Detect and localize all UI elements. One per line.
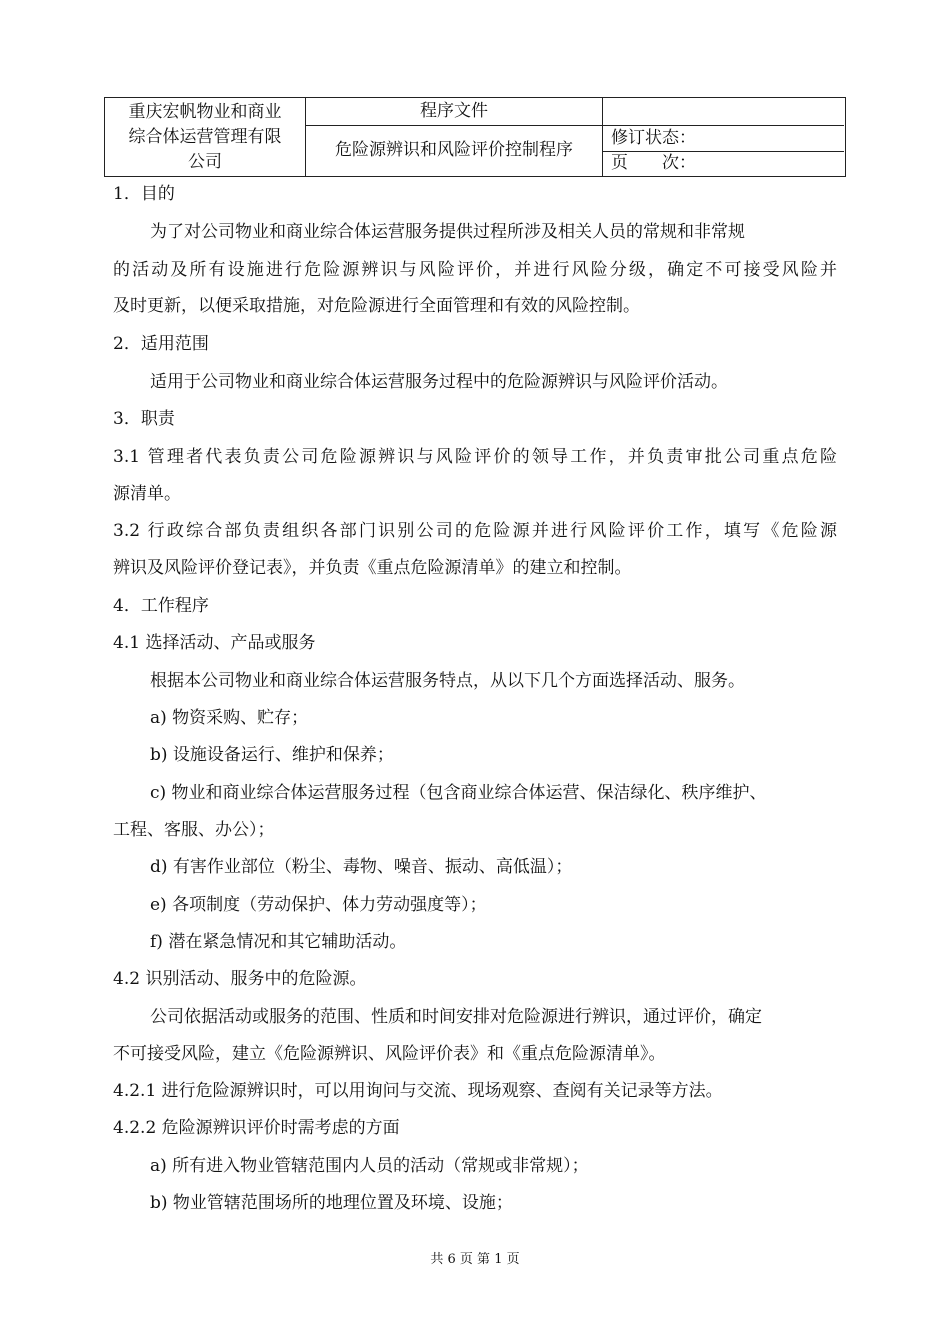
subsection-title: 4.1 选择活动、产品或服务 [113,633,316,653]
document-cell [306,98,603,176]
paragraph-line: 辨识及风险评价登记表》，并负责《重点危险源清单》的建立和控制。 [113,558,632,578]
list-item: e) 各项制度（劳动保护、体力劳动强度等）； [150,895,487,915]
revision-status-label: 修订状态： [603,125,844,152]
company-line-1: 重庆宏帆物业和商业 [128,102,282,122]
paragraph-line: 公司依据活动或服务的范围、性质和时间安排对危险源进行辨识，通过评价，确定 [150,1007,762,1027]
company-name [105,100,305,175]
section-1-title: 1．目的 [113,184,175,204]
paragraph-line: 的活动及所有设施进行危险源辨识与风险评价，并进行风险分级，确定不可接受风险并 [113,260,837,280]
list-item: d) 有害作业部位（粉尘、毒物、噪音、振动、高低温）； [150,857,573,877]
section-4-title: 4．工作程序 [113,596,209,616]
blank-cell [603,98,844,126]
paragraph-line: 为了对公司物业和商业综合体运营服务提供过程所涉及相关人员的常规和非常规 [150,222,745,242]
page-number-label [603,151,844,176]
paragraph-line: 3.1 管理者代表负责公司危险源辨识与风险评价的领导工作，并负责审批公司重点危险 [113,447,837,467]
company-line-2: 综合体运营管理有限 [128,127,282,147]
list-item: b) 设施设备运行、维护和保养； [150,745,394,765]
paragraph-line: 源清单。 [113,484,181,504]
company-line-3: 公司 [188,152,222,172]
page-footer: 共 6 页 第 1 页 [430,1252,520,1267]
document-type: 程序文件 [306,98,602,126]
paragraph-line: 不可接受风险，建立《危险源辨识、风险评价表》和《重点危险源清单》。 [113,1044,666,1064]
document-title: 危险源辨识和风险评价控制程序 [335,140,573,160]
paragraph-line: 3.2 行政综合部负责组织各部门识别公司的危险源并进行风险评价工作，填写《危险源 [113,521,837,541]
paragraph-line: 适用于公司物业和商业综合体运营服务过程中的危险源辨识与风险评价活动。 [150,372,728,392]
list-item: c) 物业和商业综合体运营服务过程（包含商业综合体运营、保洁绿化、秩序维护、 [150,783,767,803]
page-label-part-b: 次： [662,153,696,173]
company-cell [105,98,306,176]
page-label-part-a: 页 [611,153,628,173]
paragraph-line: 根据本公司物业和商业综合体运营服务特点，从以下几个方面选择活动、服务。 [150,671,745,691]
section-2-title: 2．适用范围 [113,334,209,354]
list-item: a) 物资采购、贮存； [150,708,309,728]
section-3-title: 3．职责 [113,409,175,429]
subsection-title: 4.2.2 危险源辨识评价时需考虑的方面 [113,1118,400,1138]
status-cell [603,98,844,176]
list-item: f) 潜在紧急情况和其它辅助活动。 [150,932,407,952]
subsection-title: 4.2.1 进行危险源辨识时，可以用询问与交流、现场观察、查阅有关记录等方法。 [113,1081,723,1101]
list-item-continuation: 工程、客服、办公）； [113,820,275,840]
list-item: a) 所有进入物业管辖范围内人员的活动（常规或非常规）； [150,1156,589,1176]
document-header-table [104,97,846,177]
list-item: b) 物业管辖范围场所的地理位置及环境、设施； [150,1193,513,1213]
subsection-title: 4.2 识别活动、服务中的危险源。 [113,969,367,989]
paragraph-line: 及时更新，以便采取措施，对危险源进行全面管理和有效的风险控制。 [113,296,640,316]
